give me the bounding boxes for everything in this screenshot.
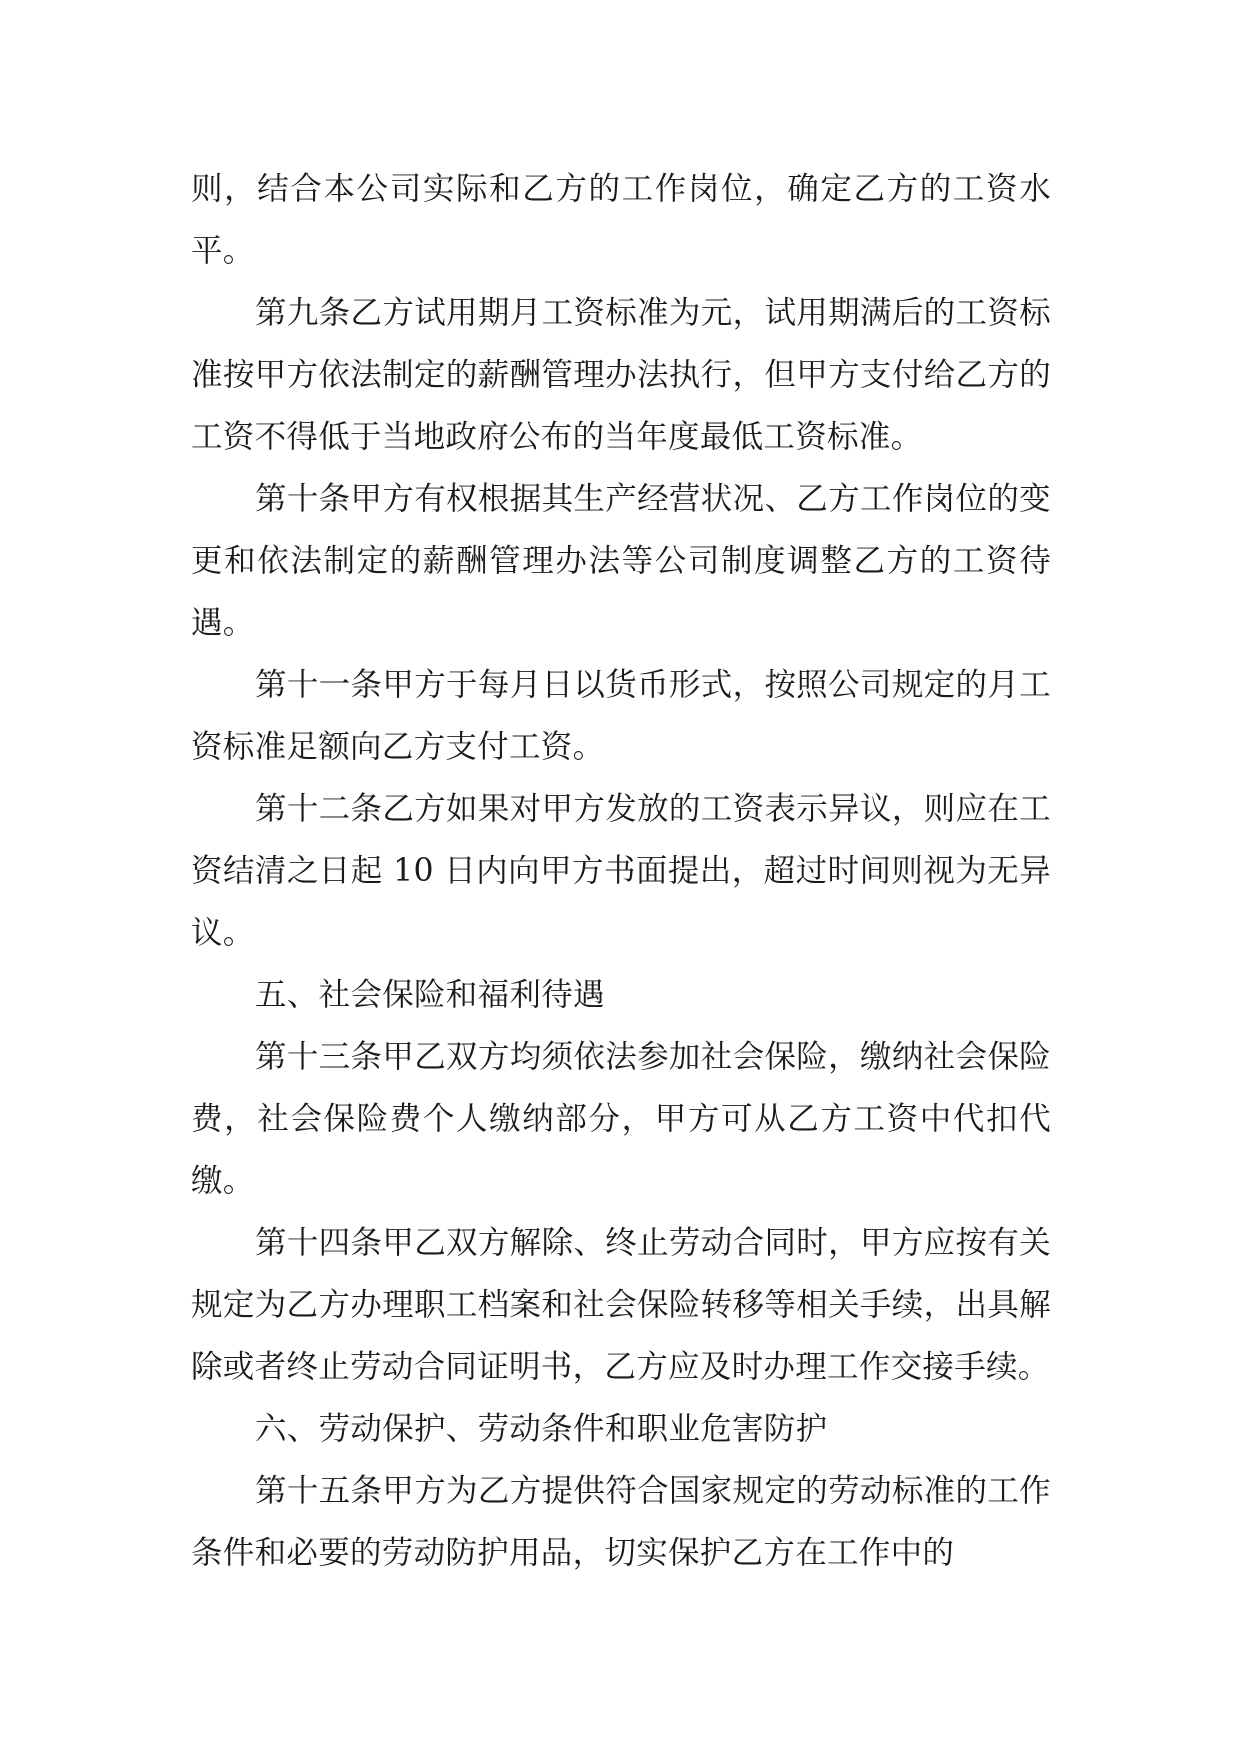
paragraph-article-12: 第十二条乙方如果对甲方发放的工资表示异议，则应在工资结清之日起 10 日内向甲方书面提出，超过时间则视为无异议。 (191, 791, 1051, 951)
paragraph-article-10: 第十条甲方有权根据其生产经营状况、乙方工作岗位的变更和依法制定的薪酬管理办法等公司制度调整乙方的工资待遇。 (191, 481, 1051, 641)
section-heading-labor-protection: 六、劳动保护、劳动条件和职业危害防护 (255, 1411, 828, 1447)
paragraph-wage-level-continued: 则，结合本公司实际和乙方的工作岗位，确定乙方的工资水平。 (191, 171, 1051, 269)
paragraph-article-9: 第九条乙方试用期月工资标准为元，试用期满后的工资标准按甲方依法制定的薪酬管理办法执行，但甲方支付给乙方的工资不得低于当地政府公布的当年度最低工资标准。 (191, 295, 1051, 455)
document-body (191, 158, 1051, 1584)
section-heading-social-insurance: 五、社会保险和福利待遇 (255, 977, 605, 1013)
paragraph-article-13: 第十三条甲乙双方均须依法参加社会保险，缴纳社会保险费，社会保险费个人缴纳部分，甲方可从乙方工资中代扣代缴。 (191, 1039, 1051, 1199)
paragraph-article-11: 第十一条甲方于每月日以货币形式，按照公司规定的月工资标准足额向乙方支付工资。 (191, 667, 1051, 765)
paragraph-article-15: 第十五条甲方为乙方提供符合国家规定的劳动标准的工作条件和必要的劳动防护用品，切实保护乙方在工作中的 (191, 1473, 1051, 1571)
paragraph-article-14: 第十四条甲乙双方解除、终止劳动合同时，甲方应按有关规定为乙方办理职工档案和社会保险转移等相关手续，出具解除或者终止劳动合同证明书，乙方应及时办理工作交接手续。 (191, 1225, 1051, 1385)
